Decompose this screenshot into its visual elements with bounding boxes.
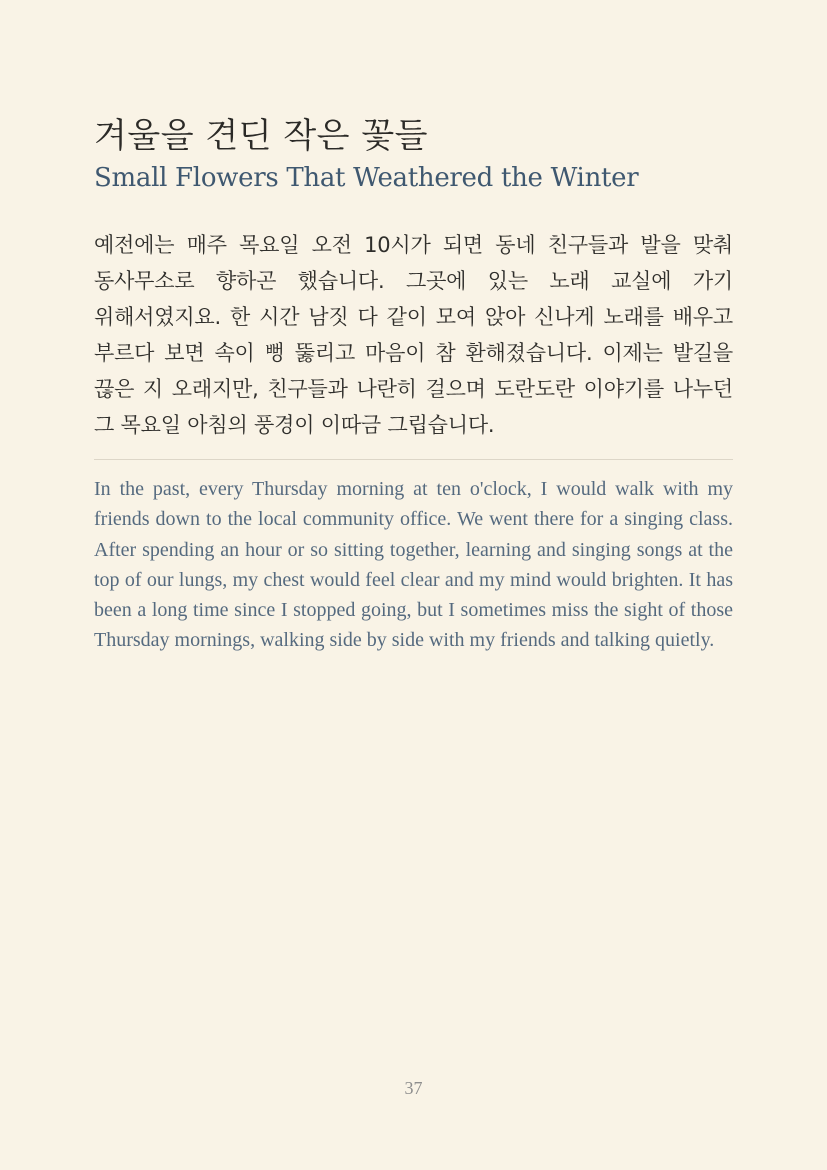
page-number: 37 (404, 1078, 423, 1098)
page-title-korean: 겨울을 견딘 작은 꽃들 (94, 116, 429, 156)
paragraph-english: In the past, every Thursday morning at ten o'clock, I would walk with my friends down to the local community office. We went there for a singing class. After spending an hour or so sitting together, learning and singing songs at the top of our lungs, my chest would feel clear and my mind would brighten. It has been a long time since I stopped going, but I sometimes miss the sight of those Thursday mornings, walking side by side with my friends and talking quietly. (94, 478, 733, 652)
paragraph-korean: 예전에는 매주 목요일 오전 10시가 되면 동네 친구들과 발을 맞춰 동사무소로 향하곤 했습니다. 그곳에 있는 노래 교실에 가기 위해서였지요. 한 시간 남짓 다 같이 모여 앉아 신나게 노래를 배우고 부르다 보면 속이 뻥 뚫리고 마음이 참 환해졌습니다. 이제는 발길을 끊은 지 오래지만, 친구들과 나란히 걸으며 도란도란 이야기를 나누던 그 목요일 아침의 풍경이 이따금 그립습니다. (94, 233, 733, 437)
page-content (94, 112, 733, 656)
page-title-english: Small Flowers That Weathered the Winter (94, 163, 639, 193)
section-divider (94, 459, 733, 460)
